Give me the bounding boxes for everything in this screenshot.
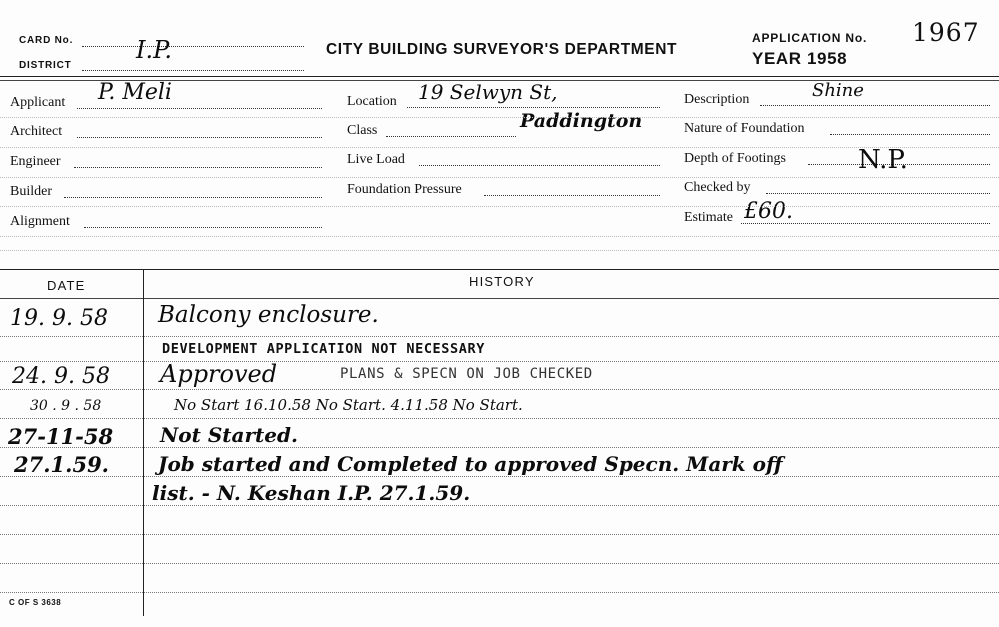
application-no-label: APPLICATION No. [752, 31, 868, 45]
header-rule [0, 76, 999, 77]
history-row-line [0, 361, 999, 362]
history-row-line [0, 592, 999, 593]
estimate-value: £60. [744, 199, 793, 224]
history-stamp: PLANS & SPECN ON JOB CHECKED [340, 366, 593, 382]
history-date: 19. 9. 58 [10, 306, 108, 331]
field-guide [0, 147, 999, 148]
alignment-line [84, 227, 322, 228]
engineer-label: Engineer [10, 154, 61, 169]
date-column-header: DATE [47, 278, 86, 293]
location-value: 19 Selwyn St, [418, 80, 558, 104]
class-line [386, 136, 516, 137]
history-entry: Balcony enclosure. [158, 302, 379, 328]
applicant-label: Applicant [10, 95, 66, 110]
description-line [760, 105, 990, 106]
card-no-line [82, 46, 304, 47]
applicant-line [77, 108, 322, 109]
history-entry: Job started and Completed to approved Specn. Mark off [158, 452, 783, 476]
field-guide [0, 206, 999, 207]
history-date: 27-11-58 [8, 424, 114, 449]
card-no-label: CARD No. [19, 35, 74, 46]
engineer-line [74, 167, 322, 168]
history-date: 27.1.59. [14, 452, 109, 477]
history-date: 30 . 9 . 58 [30, 398, 102, 414]
district-label: DISTRICT [19, 60, 72, 71]
history-row-line [0, 476, 999, 477]
field-guide [0, 177, 999, 178]
location-label: Location [347, 94, 397, 109]
alignment-label: Alignment [10, 214, 70, 229]
history-entry: Approved [160, 360, 278, 388]
class-label: Class [347, 123, 378, 138]
field-guide [0, 236, 999, 237]
history-top-rule [0, 269, 999, 270]
nature-line [830, 134, 990, 135]
field-guide [0, 250, 999, 251]
history-entry: Not Started. [160, 423, 298, 447]
history-row-line [0, 563, 999, 564]
history-entry: list. - N. Keshan I.P. 27.1.59. [152, 481, 471, 505]
history-row-line [0, 447, 999, 448]
history-entry: No Start 16.10.58 No Start. 4.11.58 No Start. [174, 396, 523, 414]
history-row-line [0, 336, 999, 337]
description-value: Shine [812, 80, 864, 101]
history-row-line [0, 418, 999, 419]
builder-label: Builder [10, 184, 52, 199]
checked-line [766, 193, 990, 194]
builder-line [64, 197, 322, 198]
district-value: I.P. [136, 36, 173, 64]
live-load-line [419, 165, 660, 166]
live-load-label: Live Load [347, 152, 405, 167]
application-number: 1967 [912, 18, 980, 47]
depth-of-footings-label: Depth of Footings [684, 151, 786, 166]
history-row-line [0, 534, 999, 535]
history-header-rule [0, 298, 999, 299]
year-label: YEAR 1958 [752, 49, 848, 68]
history-row-line [0, 505, 999, 506]
estimate-label: Estimate [684, 210, 733, 225]
architect-line [77, 137, 322, 138]
location-line [407, 107, 660, 108]
nature-of-foundation-label: Nature of Foundation [684, 121, 805, 136]
history-stamp: DEVELOPMENT APPLICATION NOT NECESSARY [162, 341, 485, 357]
field-guide [0, 117, 999, 118]
district-line [82, 70, 304, 71]
department-title: CITY BUILDING SURVEYOR'S DEPARTMENT [326, 41, 678, 58]
history-date: 24. 9. 58 [12, 364, 110, 389]
architect-label: Architect [10, 124, 63, 139]
checked-by-label: Checked by [684, 180, 751, 195]
form-code: C OF S 3638 [9, 598, 62, 607]
depth-value: N.P. [858, 145, 908, 175]
history-column-header: HISTORY [469, 274, 535, 289]
history-row-line [0, 389, 999, 390]
applicant-value: P. Meli [98, 80, 172, 105]
foundation-pressure-line [484, 195, 660, 196]
foundation-pressure-label: Foundation Pressure [347, 182, 462, 197]
description-label: Description [684, 92, 750, 107]
location-value-suburb: Paddington [520, 110, 643, 132]
